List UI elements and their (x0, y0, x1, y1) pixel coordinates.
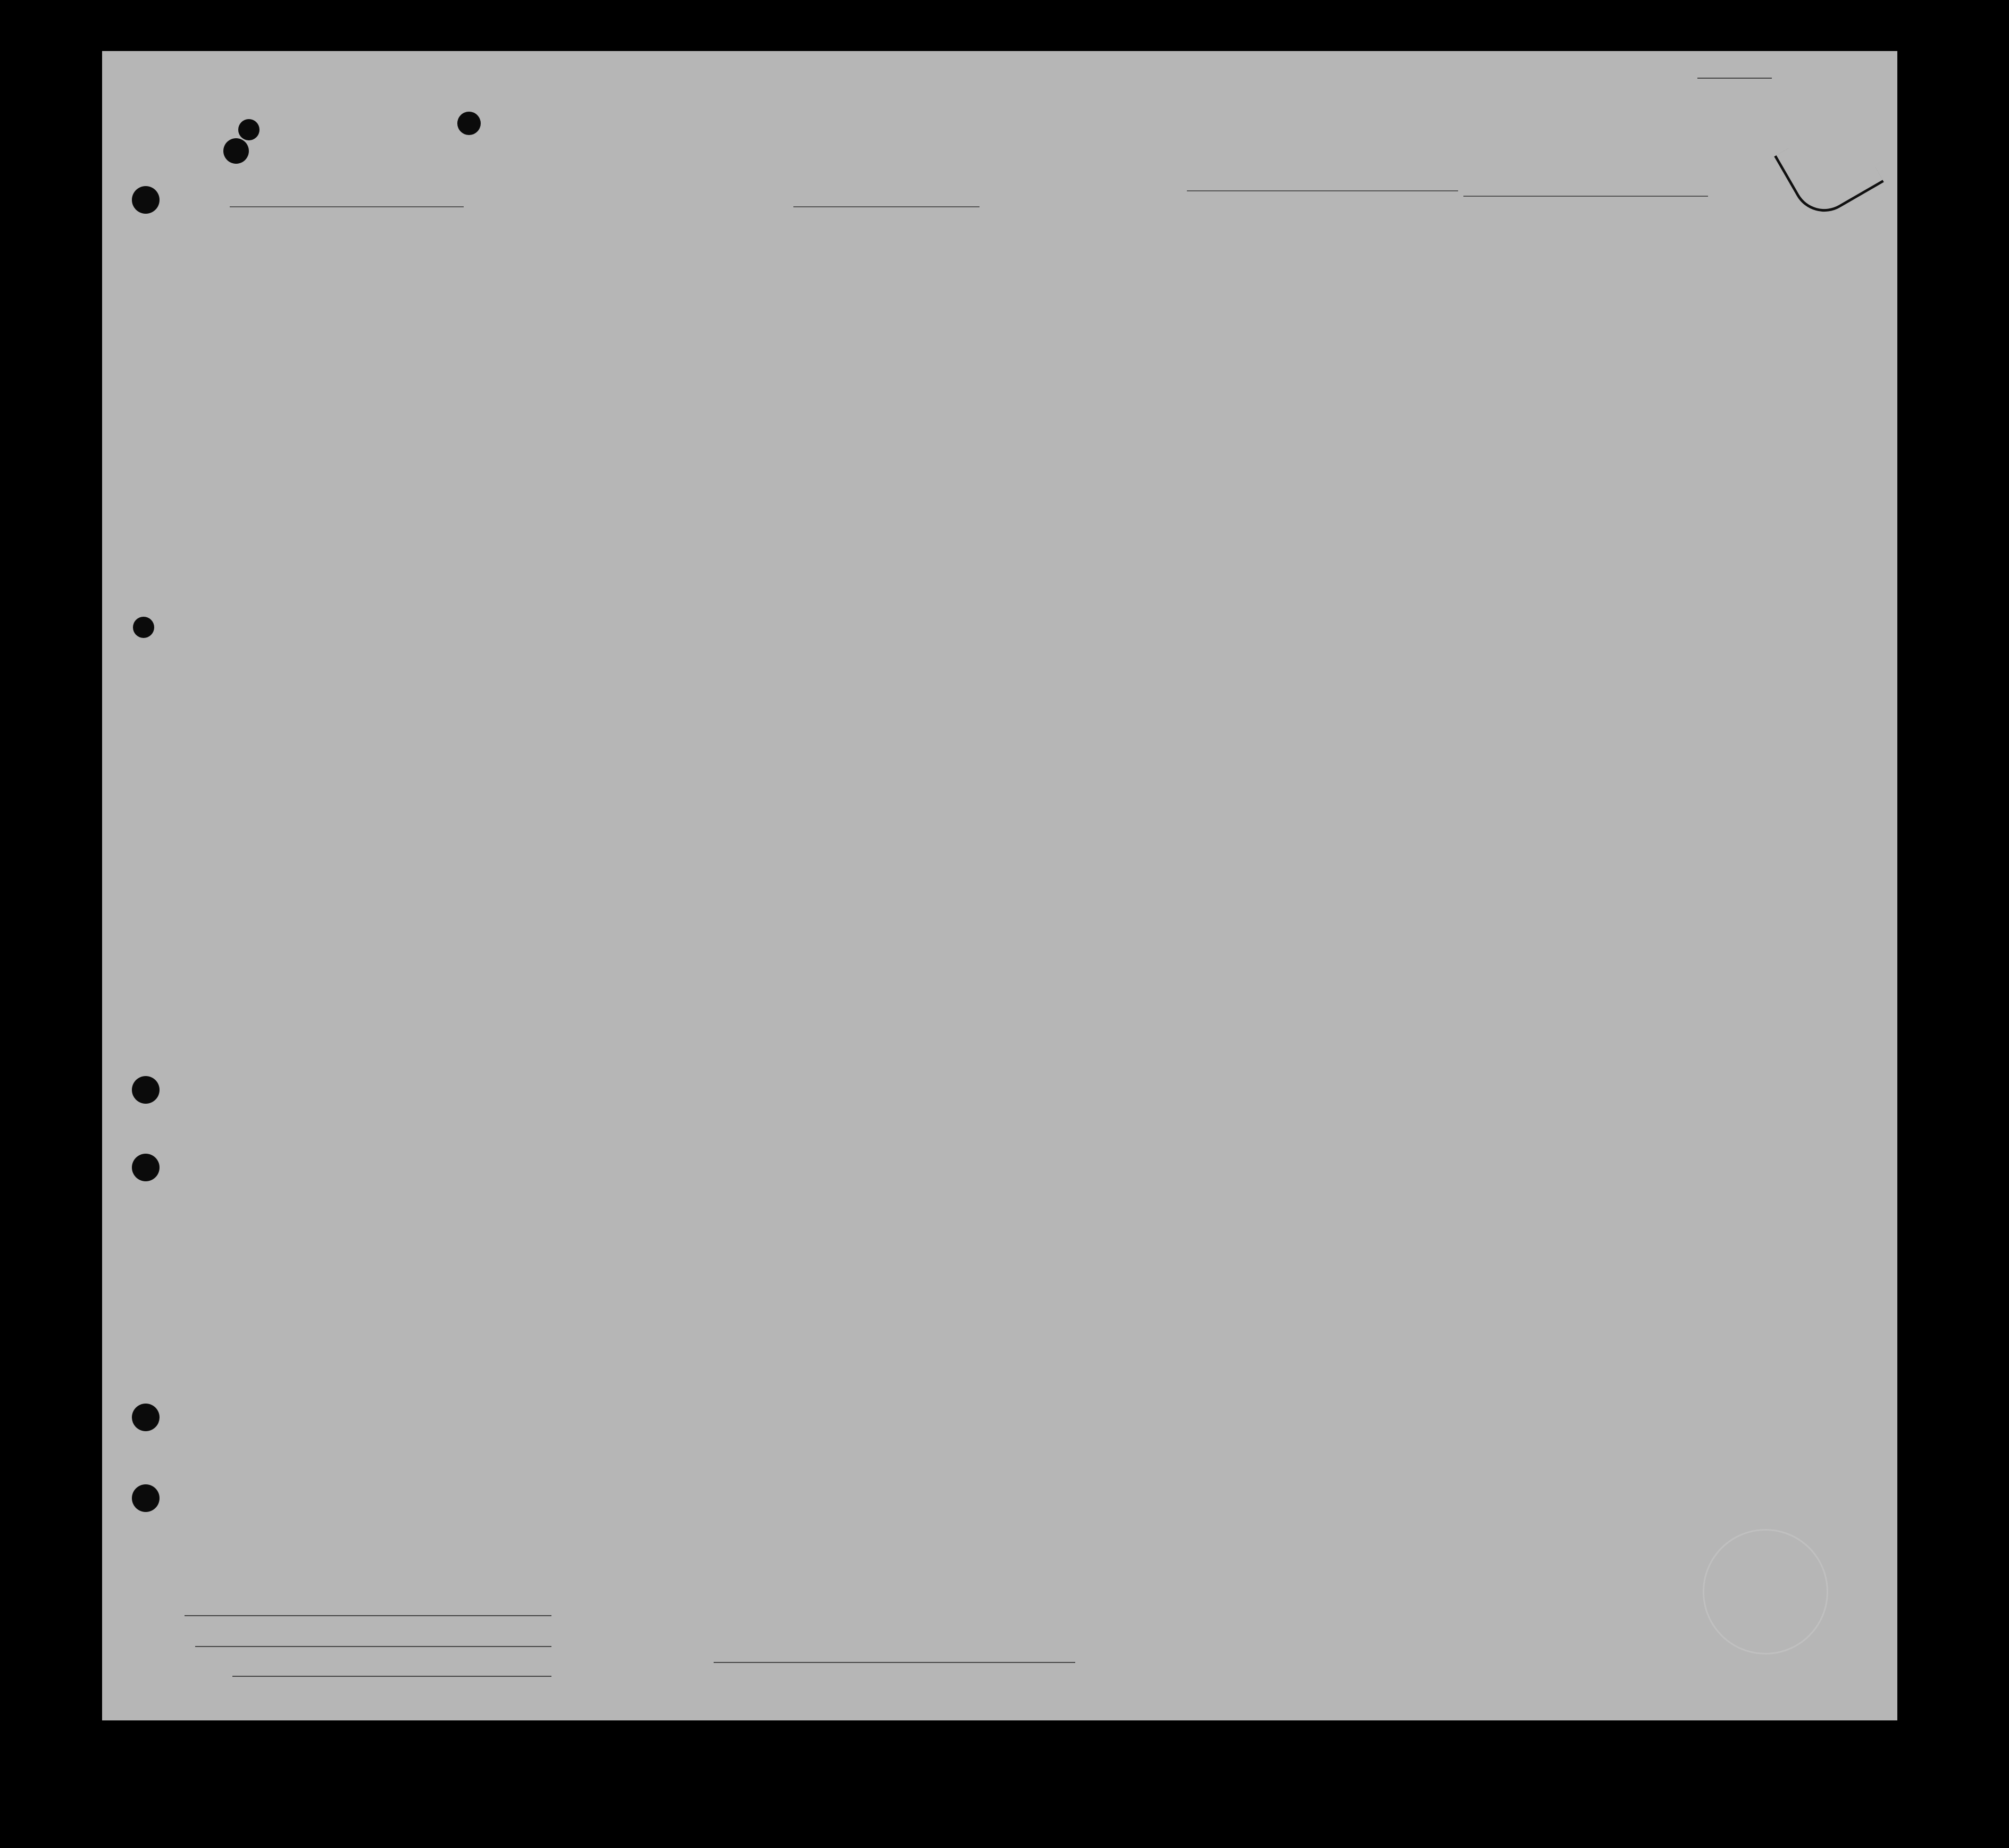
signature-underline (714, 1662, 1075, 1663)
punch-hole (457, 112, 481, 135)
manifest-sheet (102, 51, 1897, 1720)
line-underline (185, 1615, 551, 1616)
punch-hole (132, 1404, 160, 1431)
punch-hole (132, 1484, 160, 1512)
punch-hole (132, 1076, 160, 1104)
crew-table (102, 51, 1897, 1720)
punch-hole (133, 617, 154, 638)
punch-hole (132, 186, 160, 214)
agents-underline (232, 1676, 551, 1677)
punch-hole (132, 1154, 160, 1181)
punch-hole (238, 119, 260, 140)
punch-hole (223, 138, 249, 164)
owners-underline (195, 1646, 551, 1647)
embossed-seal (1703, 1529, 1828, 1654)
